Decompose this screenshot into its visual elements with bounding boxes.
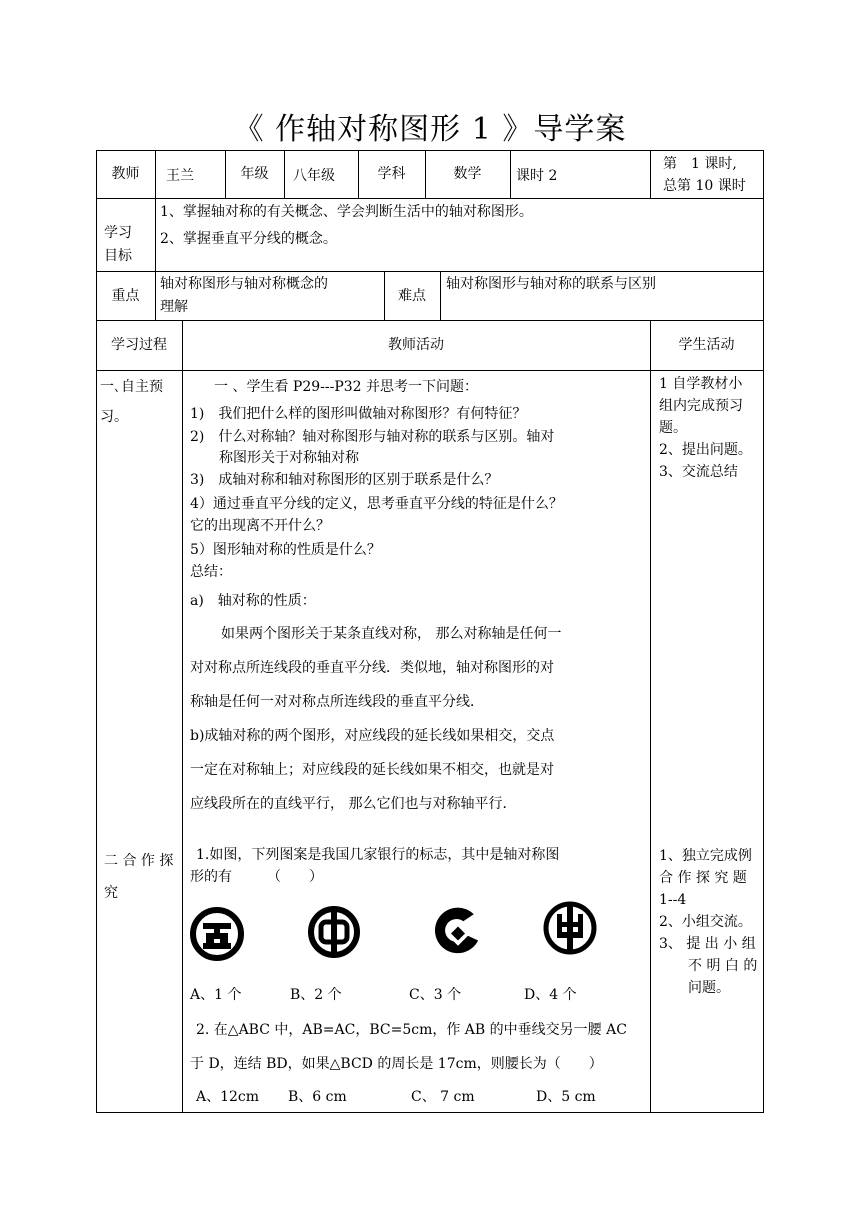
example-1-option-c: C、3 个 — [409, 987, 462, 1003]
key-point-line1: 轴对称图形与轴对称概念的 — [160, 276, 328, 292]
key-point-line2: 理解 — [160, 299, 188, 315]
goals-label-line1: 学习 — [104, 225, 132, 241]
lesson-number-line1: 第 1 课时, — [663, 156, 737, 172]
property-b-line3: 应线段所在的直线平行， 那么它们也与对称轴平行． — [190, 796, 517, 812]
column-process: 学习过程 — [111, 337, 167, 353]
property-a-heading: a) 轴对称的性质： — [190, 593, 316, 609]
section2-student-line4: 2、小组交流。 — [659, 914, 752, 930]
example-2-line2: 于 D，连结 BD，如果△BCD 的周长是 17cm，则腰长为（ ） — [190, 1056, 603, 1072]
example-2-option-c: C、 7 cm — [411, 1089, 475, 1105]
section1-label-line1: 一､自主预 — [100, 379, 163, 395]
bank-logo-ccb-icon — [430, 902, 486, 958]
goal-item-2: 2、掌握垂直平分线的概念。 — [160, 231, 337, 247]
section1-student-line4: 2、提出问题。 — [659, 442, 752, 458]
property-b-line1: b)成轴对称的两个图形，对应线段的延长线如果相交，交点 — [190, 728, 555, 744]
difficult-point-text: 轴对称图形与轴对称的联系与区别 — [446, 276, 656, 292]
teacher-name: 王兰 — [166, 168, 194, 184]
teacher-label: 教师 — [111, 166, 140, 182]
column-teacher: 教师活动 — [388, 337, 444, 353]
section2-label-line1: 二 合 作 探 — [104, 853, 174, 869]
bank-logo-abc-icon — [542, 900, 598, 956]
grade-label: 年级 — [240, 166, 269, 182]
property-a-line3: 称轴是任何一对对称点所连线段的垂直平分线． — [190, 694, 484, 710]
question-2-line2: 称图形关于对称轴对称 — [219, 450, 359, 466]
example-2-option-a: A、12cm — [196, 1089, 260, 1105]
example-1-option-a: A、1 个 — [190, 987, 242, 1003]
period-value: 课时 2 — [516, 168, 558, 184]
section2-student-line5: 3、 提 出 小 组 — [659, 936, 756, 952]
example-2-option-d: D、5 cm — [536, 1089, 596, 1105]
question-3: 3) 成轴对称和轴对称图形的区别于联系是什么？ — [190, 472, 499, 488]
example-1-option-b: B、2 个 — [290, 987, 342, 1003]
question-5: 5）图形轴对称的性质是什么？ — [190, 542, 381, 558]
example-2-line1: 2. 在△ABC 中，AB=AC，BC=5cm，作 AB 的中垂线交另一腰 AC — [196, 1022, 627, 1038]
section1-student-line3: 题。 — [659, 420, 687, 436]
example-1-line1: 1.如图，下列图案是我国几家银行的标志，其中是轴对称图 — [196, 847, 560, 863]
question-2-line1: 2) 什么对称轴？轴对称图形与轴对称的联系与区别。轴对 — [190, 429, 555, 445]
bank-logo-icbc-icon — [189, 906, 245, 962]
question-1: 1) 我们把什么样的图形叫做轴对称图形？有何特征？ — [190, 406, 527, 422]
bank-logo-boc-icon — [306, 904, 362, 960]
section1-student-line5: 3、交流总结 — [659, 464, 738, 480]
page-title: 《 作轴对称图形 1 》导学案 — [233, 112, 627, 147]
section1-student-line1: 1 自学教材小 — [659, 376, 743, 392]
question-4-line1: 4）通过垂直平分线的定义，思考垂直平分线的特征是什么？ — [190, 496, 563, 512]
section1-heading: 一 、学生看 P29---P32 并思考一下问题： — [214, 379, 479, 395]
difficult-point-label: 难点 — [398, 287, 426, 304]
property-a-line2: 对对称点所连线段的垂直平分线．类似地，轴对称图形的对 — [190, 660, 554, 676]
lesson-number-line2: 总第 10 课时 — [663, 178, 746, 194]
section2-student-line1: 1、独立完成例 — [659, 848, 752, 864]
section2-student-line7: 问题。 — [688, 980, 730, 996]
summary-label: 总结： — [190, 564, 232, 580]
section2-student-line3: 1--4 — [659, 892, 687, 908]
key-point-label: 重点 — [111, 287, 140, 304]
section2-student-line2: 合 作 探 究 题 — [659, 870, 747, 886]
column-student: 学生活动 — [678, 337, 735, 353]
section1-label-line2: 习。 — [100, 409, 128, 425]
property-b-line2: 一定在对称轴上；对应线段的延长线如果不相交，也就是对 — [190, 762, 554, 778]
subject-label: 学科 — [377, 166, 406, 182]
example-2-option-b: B、6 cm — [288, 1089, 347, 1105]
example-1-option-d: D、4 个 — [524, 987, 577, 1003]
property-a-line1: 如果两个图形关于某条直线对称， 那么对称轴是任何一 — [221, 626, 562, 642]
goals-label-line2: 目标 — [104, 248, 132, 264]
example-1-line2: 形的有 （ ） — [190, 869, 323, 885]
grade-value: 八年级 — [293, 168, 335, 184]
goal-item-1: 1、掌握轴对称的有关概念、学会判断生活中的轴对称图形。 — [160, 204, 533, 220]
section1-student-line2: 组内完成预习 — [659, 398, 743, 414]
subject-value: 数学 — [453, 166, 482, 182]
question-4-line2: 它的出现离不开什么？ — [190, 518, 330, 534]
section2-student-line6: 不 明 白 的 — [688, 958, 758, 974]
section2-label-line2: 究 — [104, 885, 118, 901]
